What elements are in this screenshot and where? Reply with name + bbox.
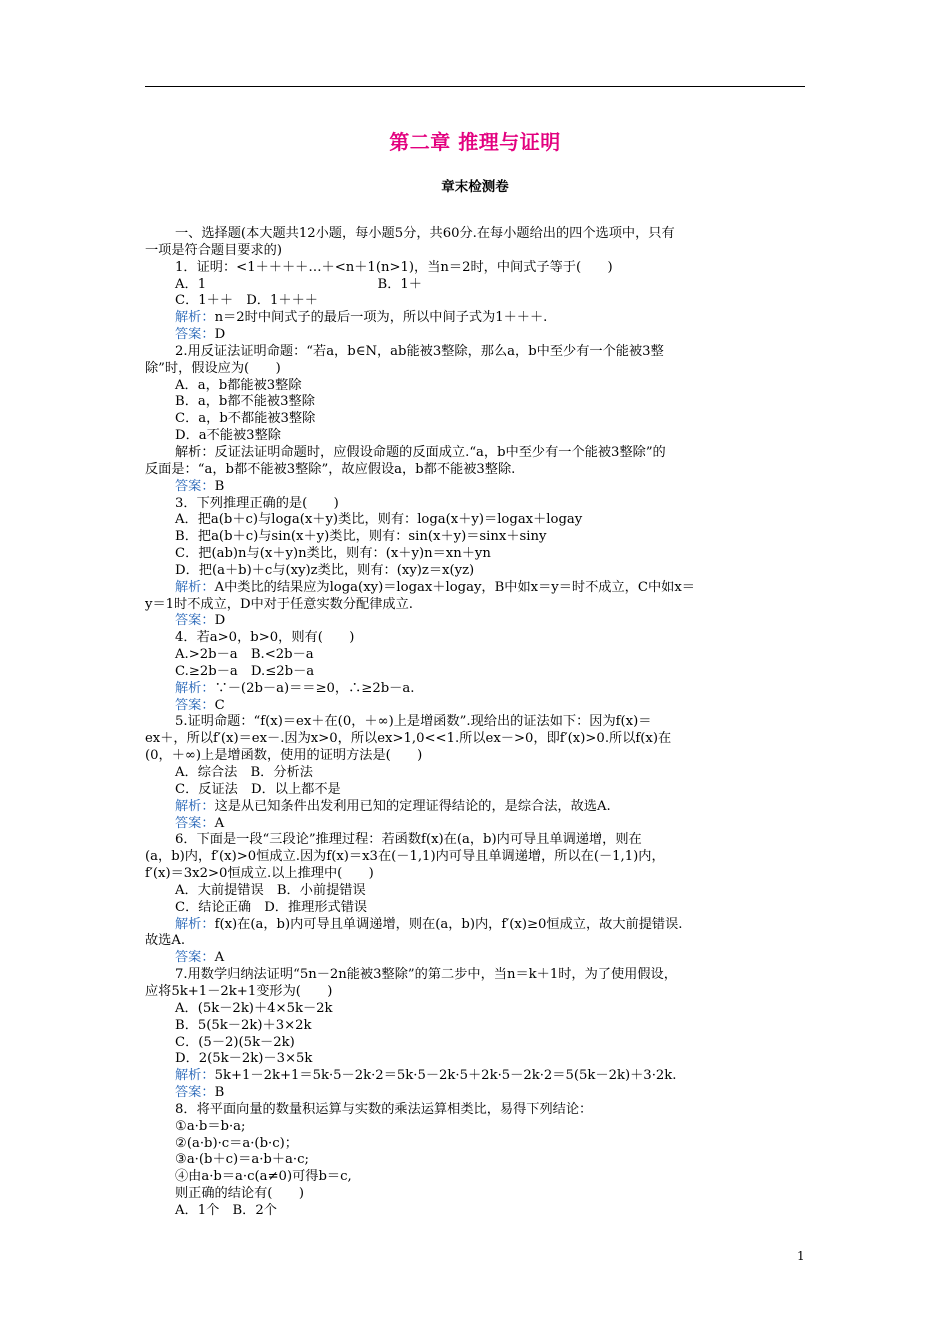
line-text: C．把(ab)n与(x＋y)n类比，则有：(x＋y)n＝xn＋yn <box>175 546 491 562</box>
line-text: 1．证明：<1＋＋＋＋…＋<n＋1(n>1)，当n＝2时，中间式子等于( ) <box>175 259 613 275</box>
text-line <box>145 394 807 411</box>
text-line <box>145 277 807 294</box>
text-line <box>145 1085 807 1102</box>
line-text: ①a·b＝b·a; <box>175 1118 246 1134</box>
answer-marker: 答案： <box>175 815 215 831</box>
text-line <box>145 293 807 310</box>
text-line <box>145 917 807 934</box>
text-line <box>145 748 807 765</box>
text-line <box>145 563 807 580</box>
text-line <box>145 900 807 917</box>
text-line <box>145 849 807 866</box>
line-text: D．a不能被3整除 <box>175 428 281 444</box>
text-line <box>145 1136 807 1153</box>
line-text: A．1 B．1＋ <box>175 276 422 292</box>
line-text: B．把a(b＋c)与sin(x＋y)类比，则有：sin(x＋y)＝sinx＋siny <box>175 529 547 545</box>
text-line <box>145 816 807 833</box>
text-line <box>145 1203 807 1220</box>
line-text: y＝1时不成立，D中对于任意实数分配律成立. <box>145 596 413 612</box>
text-line <box>145 428 807 445</box>
line-text: ④由a·b＝a·c(a≠0)可得b＝c, <box>175 1169 352 1185</box>
line-text: D．把(a＋b)＋c与(xy)z类比，则有：(xy)z＝x(yz) <box>175 562 475 578</box>
line-text: A <box>214 815 225 831</box>
text-line <box>145 1169 807 1186</box>
line-text: ∵－(2b－a)＝＝≥0，∴≥2b－a. <box>214 680 415 696</box>
line-text: 这是从已知条件出发利用已知的定理证得结论的，是综合法，故选A. <box>214 798 611 814</box>
text-line <box>145 496 807 513</box>
text-line <box>145 260 807 277</box>
text-line <box>145 664 807 681</box>
line-text: 一项是符合题目要求的) <box>145 242 283 258</box>
line-text: A．把a(b＋c)与loga(x＋y)类比，则有：loga(x＋y)＝logax＋logay <box>175 512 583 528</box>
text-line <box>145 866 807 883</box>
text-line <box>145 378 807 395</box>
text-line <box>145 1152 807 1169</box>
line-text: 则正确的结论有( ) <box>175 1186 304 1202</box>
line-text: C．(5－2)(5k－2k) <box>175 1034 295 1050</box>
text-line <box>145 883 807 900</box>
line-text: A．1个 B．2个 <box>175 1202 277 1218</box>
line-text: A．(5k－2k)＋4×5k－2k <box>175 1000 333 1016</box>
text-line <box>145 799 807 816</box>
text-line <box>145 226 807 243</box>
answer-marker: 答案： <box>175 697 215 713</box>
line-text: f(x)在(a，b)内可导且单调递增，则在(a，b)内，f′(x)≥0恒成立，故大前提错误. <box>214 916 683 932</box>
text-line <box>145 462 807 479</box>
line-text: n＝2时中间式子的最后一项为，所以中间子式为1＋＋＋. <box>214 310 548 326</box>
line-text: (a，b)内，f′(x)>0恒成立.因为f(x)＝x3在(－1,1)内可导且单调递增，所以在(－1,1)内， <box>145 849 665 865</box>
text-line <box>145 546 807 563</box>
line-text: ex＋，所以f′(x)＝ex－.因为x>0，所以ex>1,0<<1.所以ex－>0，即f′(x)>0.所以f(x)在 <box>145 731 672 747</box>
chapter-title: 第二章 推理与证明 <box>389 130 561 154</box>
text-line <box>145 698 807 715</box>
text-line <box>145 243 807 260</box>
text-line <box>145 327 807 344</box>
text-line <box>145 984 807 1001</box>
line-text: (0，＋∞)上是增函数，使用的证明方法是( ) <box>145 748 423 764</box>
line-text: C <box>214 697 225 713</box>
line-text: A．综合法 B．分析法 <box>175 765 313 780</box>
text-line <box>145 967 807 984</box>
answer-marker: 答案： <box>175 327 215 343</box>
text-line <box>145 731 807 748</box>
text-line <box>145 933 807 950</box>
document-body <box>145 226 807 1220</box>
line-text: D <box>214 327 226 343</box>
line-text: A <box>214 950 225 966</box>
line-text: C.≥2b－a D.≤2b－a <box>175 663 315 679</box>
text-line <box>145 1018 807 1035</box>
line-text: C．a，b不都能被3整除 <box>175 411 316 427</box>
text-line <box>145 512 807 529</box>
line-text: B <box>214 1085 225 1101</box>
line-text: ②(a·b)·c＝a·(b·c)； <box>175 1135 298 1151</box>
answer-marker: 答案： <box>175 950 215 966</box>
text-line <box>145 832 807 849</box>
line-text: 7.用数学归纳法证明“5n－2n能被3整除”的第二步中，当n＝k＋1时，为了使用假设， <box>175 967 677 983</box>
header-rule <box>145 86 805 87</box>
text-line <box>145 681 807 698</box>
line-text: D <box>214 613 226 629</box>
line-text: 反面是：“a，b都不能被3整除”，故应假设a，b都不能被3整除. <box>145 461 516 477</box>
text-line <box>145 1001 807 1018</box>
answer-marker: 答案： <box>175 1085 215 1101</box>
line-text: A．大前提错误 B．小前提错误 <box>175 882 366 898</box>
line-text: B．5(5k－2k)＋3×2k <box>175 1017 312 1033</box>
answer-marker: 解析： <box>175 1068 215 1084</box>
line-text: B <box>214 478 225 494</box>
answer-marker: 解析： <box>175 916 215 932</box>
line-text: 故选A. <box>145 933 186 949</box>
text-line <box>145 529 807 546</box>
text-line <box>145 1186 807 1203</box>
text-line <box>145 765 807 782</box>
line-text: D．2(5k－2k)－3×5k <box>175 1051 313 1067</box>
text-line <box>145 1035 807 1052</box>
page-number: 1 <box>797 1249 805 1263</box>
text-line <box>145 1068 807 1085</box>
text-line <box>145 1051 807 1068</box>
line-text: 5k+1－2k+1＝5k·5－2k·2＝5k·5－2k·5＋2k·5－2k·2＝5(5k－2k)＋3·2k. <box>214 1068 677 1084</box>
text-line <box>145 361 807 378</box>
answer-marker: 解析： <box>175 798 215 814</box>
text-line <box>145 580 807 597</box>
text-line <box>145 445 807 462</box>
section-title: 章末检测卷 <box>441 179 509 195</box>
answer-marker: 解析： <box>175 310 215 326</box>
line-text: 2.用反证法证明命题：“若a，b∈N，ab能被3整除，那么a，b中至少有一个能被3整 <box>175 343 664 359</box>
line-text: 应将5k+1－2k+1变形为( ) <box>145 983 333 999</box>
text-line <box>145 714 807 731</box>
answer-marker: 答案： <box>175 478 215 494</box>
text-line <box>145 630 807 647</box>
line-text: 5.证明命题：“f(x)＝ex＋在(0，＋∞)上是增函数”.现给出的证法如下：因为f(x)＝ <box>175 714 652 730</box>
text-line <box>145 479 807 496</box>
text-line <box>145 310 807 327</box>
line-text: C．反证法 D．以上都不是 <box>175 781 341 797</box>
text-line <box>145 1102 807 1119</box>
line-text: A．a，b都能被3整除 <box>175 377 302 393</box>
text-line <box>145 613 807 630</box>
line-text: A中类比的结果应为loga(xy)＝logax＋logay，B中如x＝y＝时不成立，C中如x＝ <box>214 579 695 595</box>
answer-marker: 解析： <box>175 579 215 595</box>
text-line <box>145 1119 807 1136</box>
line-text: 除”时，假设应为( ) <box>145 360 281 376</box>
line-text: C．1＋＋ D．1＋＋＋ <box>175 293 318 309</box>
line-text: 一、选择题(本大题共12小题，每小题5分，共60分.在每小题给出的四个选项中，只有 <box>175 226 675 241</box>
text-line <box>145 411 807 428</box>
text-line <box>145 950 807 967</box>
line-text: B．a，b都不能被3整除 <box>175 394 315 410</box>
text-line <box>145 344 807 361</box>
line-text: ③a·(b＋c)＝a·b＋a·c; <box>175 1152 309 1168</box>
line-text: 8．将平面向量的数量积运算与实数的乘法运算相类比，易得下列结论： <box>175 1101 593 1117</box>
line-text: 4．若a>0，b>0，则有( ) <box>175 630 355 646</box>
line-text: 6．下面是一段“三段论”推理过程：若函数f(x)在(a，b)内可导且单调递增，则在 <box>175 832 642 848</box>
line-text: 3．下列推理正确的是( ) <box>175 495 339 511</box>
text-line <box>145 782 807 799</box>
text-line <box>145 597 807 614</box>
text-line <box>145 647 807 664</box>
answer-marker: 解析： <box>175 680 215 696</box>
line-text: 解析：反证法证明命题时，应假设命题的反面成立.“a，b中至少有一个能被3整除”的 <box>175 444 666 460</box>
answer-marker: 答案： <box>175 613 215 629</box>
line-text: A.>2b－a B.<2b－a <box>175 647 314 663</box>
line-text: f′(x)＝3x2>0恒成立.以上推理中( ) <box>145 866 374 882</box>
line-text: C．结论正确 D．推理形式错误 <box>175 899 368 915</box>
